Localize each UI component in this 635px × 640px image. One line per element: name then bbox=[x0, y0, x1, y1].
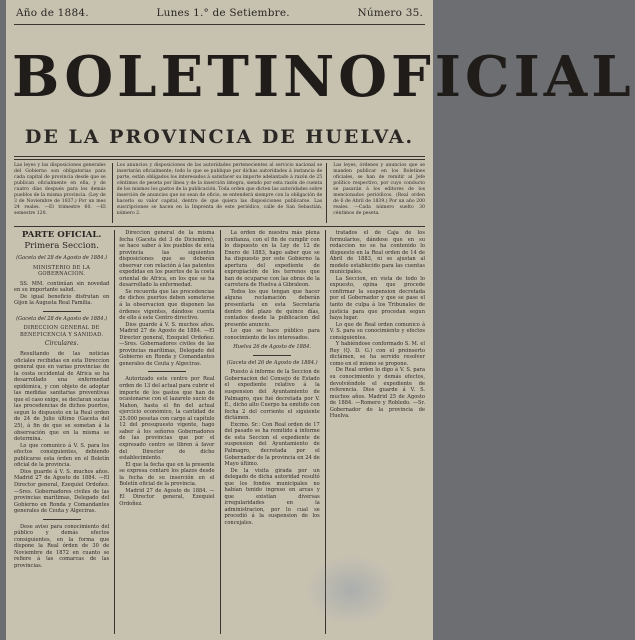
paragraph: Madrid 27 de Agosto de 1884. —El Director general, Ezequiel Ordoñez. bbox=[119, 487, 215, 507]
header-rule bbox=[14, 24, 425, 25]
masthead-rule bbox=[14, 156, 425, 157]
paragraph: Excmo. Sr.: Con Real orden de 17 del pasado se ha remitido á informe de esta Seccion el expediente de suspension del Ayuntamiento de Palmagro, decretada por el Gobernador de la provincia en 24 de Mayo último. bbox=[224, 421, 320, 468]
gazette-date: (Gaceta del 26 de Agosto de 1884.) bbox=[226, 359, 318, 366]
separator bbox=[43, 519, 81, 520]
masthead-rule-thin bbox=[14, 159, 425, 160]
paragraph: La Seccion, en vista de todo lo expuesto, opina que procede confirmar la suspension decretada por el Gobernador y que se pase el tanto de culpa á los Tribunales de justicia para que procedan segun haya lugar. bbox=[329, 275, 425, 322]
section-title: PARTE OFICIAL. bbox=[21, 230, 102, 240]
paragraph: Puesto á informe de la Seccion de Gobernacion del Consejo de Estado el expediente relativo á la suspension del Ayuntamiento de Palmagro, que fué decretada por V. E., dicho alto Cuerpo ha emitido con fecha 2 del corriente el siguiente dictámen. bbox=[224, 369, 320, 422]
direction-heading: DIRECCION GENERAL DE BENEFICENCIA Y SANIDAD. bbox=[19, 325, 104, 338]
paragraph: Direccion general de la misma fecha (Gaceta del 3 de Diciembre), se hace saber á los pueblos de esta provincia las siguientes disposiciones que se deberán observar con relación á las patentes expedidas en los puertos de la costa oriental de Africa, en los que se ha desarrollado la enfermedad. bbox=[119, 230, 215, 289]
issue-date: Lunes 1.° de Setiembre. bbox=[156, 7, 290, 19]
gazette-date: (Gaceta del 28 de Agosto de 1884.) bbox=[16, 255, 108, 261]
circulars-heading: Circulares. bbox=[44, 340, 79, 348]
paragraph: Todos los que tengan que hacer alguna reclamación deberán presentarla en esta Secretaría dentro del plazo de quince días, contados desde la publicacion del presente anuncio. bbox=[224, 288, 320, 328]
separator bbox=[148, 371, 186, 372]
section-subtitle: Primera Seccion. bbox=[24, 241, 99, 251]
column-1 bbox=[14, 230, 109, 634]
notice-right: Las leyes, órdenes y anuncios que se manden publicar en los Boletines oficiales, se han de remitir al Jefe político respectivo, por cuyo conducto se pasarán á los editores de los mencionados periódicos. (Real orden de 6 de Abril de 1839.) Por un año 200 reales. —Cada número suelto 30 céntimos de peseta. bbox=[333, 163, 425, 216]
gazette-date: (Gaceta del 28 de Agosto de 1884.) bbox=[16, 315, 108, 322]
issue-year: Año de 1884. bbox=[16, 7, 89, 19]
paragraph: SS. MM. continúan sin novedad en su importante salud. bbox=[14, 280, 110, 294]
paragraph: Lo que comunico á V. S. para los efectos consiguientes, debiendo publicarse esta órden en el Boletín oficial de la provincia. bbox=[14, 442, 110, 469]
paragraph: De la visita girada por un delegado de dicha autoridad resultó que los fondos municipales no habían tenido ingreso en arcas y que existían diversas irregularidades en la administracion, por lo cual se procedió á la suspension de los concejales. bbox=[224, 467, 320, 526]
paragraph: Resultando de las noticias oficiales recibidas en esta Direccion general que en varias provincias de la costa occidental de Africa se ha desarrollado una enfermedad epidémica, y con objeto de adoptar las medidas sanitarias preventivas que el caso exige, se declaran sucias las procedencias de dichos puertos, segun lo dispuesto en la Real orden de 24 de Julio último (Gaceta del 25), á fin de que se sometan á la observación que en la misma se determina. bbox=[14, 351, 110, 443]
dateline: Huelva 26 de Agosto de 1884. bbox=[233, 344, 311, 351]
masthead bbox=[12, 34, 635, 120]
separator bbox=[253, 355, 291, 356]
paragraph: El que la fecha que en la presente se expresa contaré los plazos desde la fecha de su inserción en el Boletín oficial de la provincia. bbox=[119, 461, 215, 488]
paragraph: De igual beneficio disfrutan en Gijon la Augusta Real Familia. bbox=[14, 293, 110, 307]
paragraph: Dios guarde á V. S. muchos años. Madrid 27 de Agosto de 1884. —El Director general, Ezequiel Ordoñez. —Sres. Gobernadores civiles de las provincias marítimas, Delegado del Gobierno en Ronda y Comandantes generales de Ceuta y Algeciras. bbox=[119, 321, 215, 367]
notice-center: Los anuncios y disposiciones de las autoridades pertenecientes al servicio nacional se insertarán oficialmente; todo lo que se publique por dichas autoridades á instancia de parte, están obligados los interesados á satisfacer su importe adelantado á razón de 25 céntimos de peseta por línea y de la inserción íntegra, siendo por esta razón de cuenta de los mismos los gastos de la publicación. Toda orden que dicten las autoridades sobre inserción de anuncios que no sean de oficio, se entenderá siempre con la obligación de hacerlo su valor capital, dentro de que quiera las disposiciones publicarse. Las suscripciones se hacen en la Imprenta de este periódico, calle de San Sebastián, número 2. bbox=[112, 163, 327, 223]
ministry-heading: MINISTERIO DE LA GOBERNACION. bbox=[33, 264, 91, 278]
paragraph: La orden de nuestra más plena confianza, con el fin de cumplir con lo dispuesto en la Ley de 12 de Enero de 1883, hago saber que se ha dispuesto por este Gobierno la apertura del expediente de expropiación de los terrenos que han de ocuparse con las obras de la carretera de Huelva á Gibraleon. bbox=[224, 230, 320, 289]
paragraph: Autorizado este centro por Real orden de 13 del actual para cubrir el importe de los gastos que han de ocasionarse con el lazareto sucio de Mahon, hasta el fin del actual ejercicio económico, la cantidad de 25.000 pesetas con cargo al capítulo 12 del presupuesto vigente, hago saber á los señores Gobernadores de las provincias que por el expresado centro se libren á favor del Director de dicho establecimiento. bbox=[119, 376, 215, 462]
column-2 bbox=[114, 230, 214, 634]
separator bbox=[43, 311, 81, 312]
column-3 bbox=[220, 230, 320, 634]
newspaper-page bbox=[6, 0, 635, 640]
paragraph: tratados el de Caja de los formularios, dándose que en su redaccion no se ha contenido lo dispuesto en la Real orden de 14 de Abril de 1883, ni se ajustan al modelo establecido para las cuentas municipales. bbox=[329, 230, 425, 276]
article-columns bbox=[14, 230, 425, 634]
paragraph: Lo que de Real orden comunico á V. S. para su conocimiento y efectos consiguientes. bbox=[329, 321, 425, 341]
paragraph: De Real orden lo digo á V. S. para su conocimiento y demás efectos, devolviéndole el expediente de referencia. Dios guarde á V. S. muchos años. Madrid 25 de Agosto de 1884. —Romero y Robledo. —Sr. Gobernador de la provincia de Huelva. bbox=[329, 367, 425, 420]
paragraph: Dese aviso para conocimiento del público y demás efectos consiguientes, en la forma que dispone la Real órden de 30 de Noviembre de 1872 en cuanto se refiere á las comarcas de las provincias. bbox=[14, 523, 110, 569]
paragraph: Y habiéndose conformado S. M. el Rey (Q. D. G.) con el preinserto dictámen, se ha servido resolver como en el mismo se propone. bbox=[329, 341, 425, 367]
column-4 bbox=[325, 230, 425, 634]
notices-band bbox=[14, 163, 425, 223]
masthead-word-right: OFICIAL bbox=[338, 44, 635, 110]
paragraph: Lo que se hace público para conocimiento de los interesados. bbox=[224, 328, 320, 341]
masthead-subtitle: DE LA PROVINCIA DE HUELVA. bbox=[24, 126, 415, 148]
issue-header bbox=[16, 6, 423, 20]
paragraph: Se recuerda que las procedencias de dichos puertos deben someterse á la observacion que disponen las órdenes vigentes, dándose cuenta de ello á este Centro directivo. bbox=[119, 288, 215, 322]
masthead-word-left: BOLETIN bbox=[12, 44, 339, 110]
columns-rule bbox=[14, 226, 425, 227]
notice-left: Las leyes y las disposiciones generales del Gobierno son obligatorias para cada capital de provincia desde que se publican oficialmente en ella, y de cuatro días después para los demás pueblos de la misma provincia. (Ley de 3 de Noviembre de 1837.) Por un mes 24 reales. —El trimestre 60. —El semestre 120. bbox=[14, 163, 106, 216]
issue-number: Número 35. bbox=[357, 7, 423, 19]
paragraph: Dios guarde á V. S. muchos años. Madrid 27 de Agosto de 1884. —El Director general, Ezequiel Ordoñez. —Sres. Gobernadores civiles de las provincias marítimas, Delegado del Gobierno en Ronda y Comandantes generales de Ceuta y Algeciras. bbox=[14, 468, 110, 515]
